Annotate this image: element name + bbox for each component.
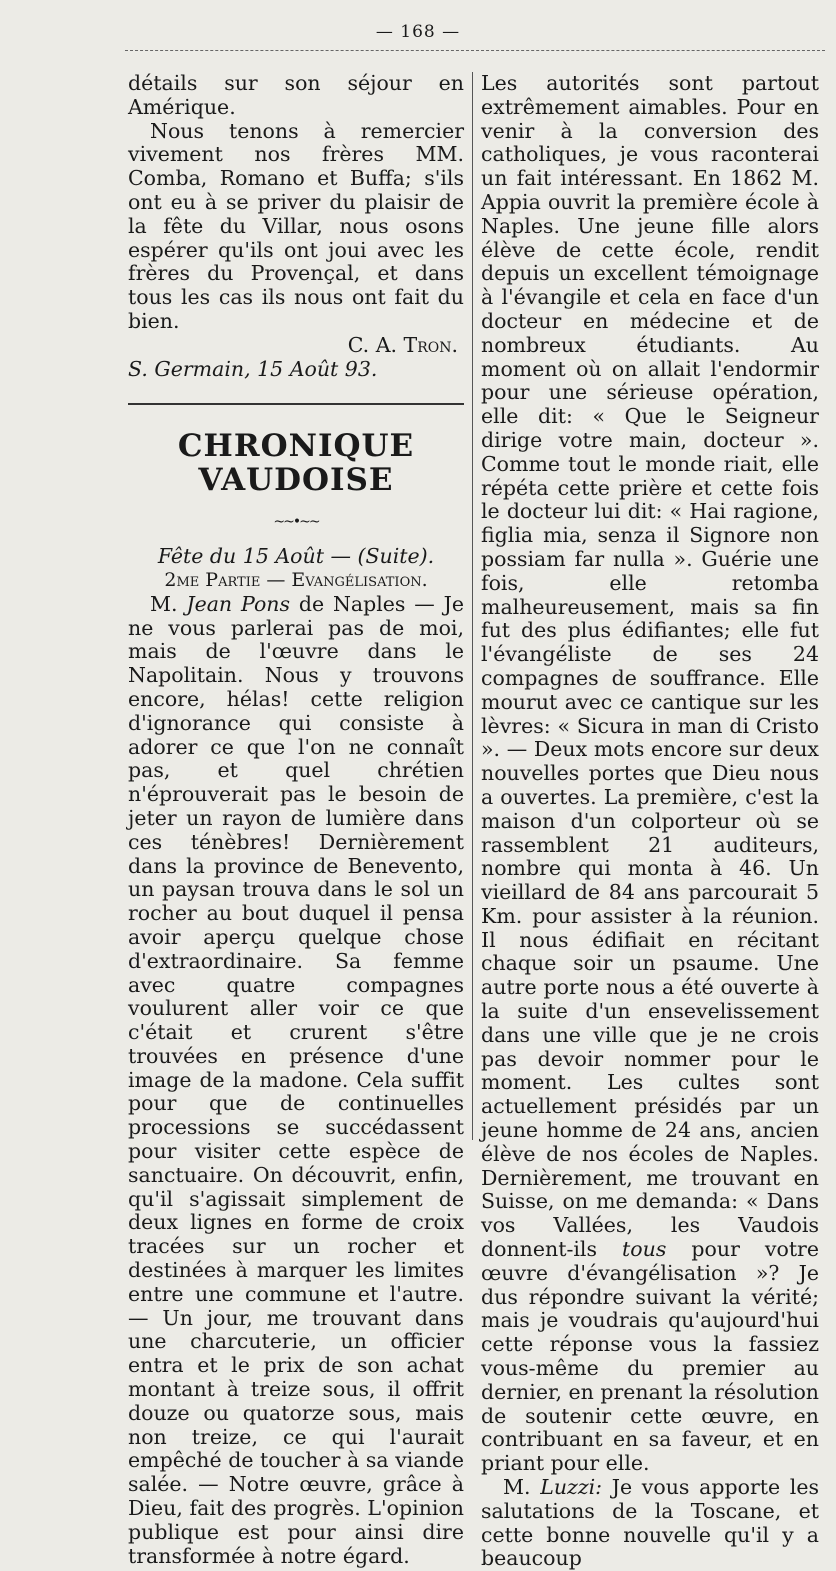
signature-text: C. A. Tron.	[347, 332, 458, 357]
paragraph	[481, 72, 819, 1476]
section-title: CHRONIQUE VAUDOISE	[177, 428, 415, 499]
text: Les autorités sont partout extrêmement aimables. Pour en venir à la conversion des catholiques, je vous raconterai un fait intéressant. En 1862 M. Appia ouvrit la première école à Naples. Une jeune fille alors élève de cette école, rendit depuis un excellent témoignage à l'évangile et cela en face d'un docteur en médecine et de nombreux étudiants. Au moment où on allait l'endormir pour une sérieuse opération, elle dit: « Que le Seigneur dirige votre main, docteur ». Comme tout le monde riait, elle répéta cette prière et cette fois le docteur lui dit: « Hai ragione, figlia mia, senza il Signore non possiam far nulla ». Guérie une fois, elle retomba malheureusement, mais sa fin fut des plus édifiantes; elle fut l'évangéliste de ses 24 compagnes de souffrance. Elle mourut avec ce cantique sur les lèvres: « Sicura in man di Cristo ». — Deux mots encore sur deux nouvelles portes que Dieu nous a ouvertes. La première, c'est la maison d'un colporteur où se rassemblent 21 auditeurs, nombre qui monta à 46. Un vieillard de 84 ans parcourait 5 Km. pour assister à la réunion. Il nous édifiait en récitant chaque soir un psaume. Une autre porte nous a été ouverte à la suite d'un ensevelissement dans une ville que je ne crois pas devoir nommer pour le moment. Les cultes sont actuellement présidés par un jeune homme de 24 ans, ancien élève de nos écoles de Naples. Dernièrement, me trouvant en Suisse, on me demanda: « Dans vos Vallées, les Vaudois donnent-ils	[481, 71, 819, 1262]
emphasis: tous	[622, 1237, 667, 1262]
subheading: Fête du 15 Août — (Suite).	[157, 544, 435, 569]
right-column	[481, 72, 819, 1571]
signature	[128, 334, 464, 358]
section-rule	[128, 403, 464, 405]
page-number: — 168 —	[375, 22, 461, 42]
paragraph	[128, 593, 464, 1569]
paragraph	[481, 1476, 819, 1571]
text: pour votre œuvre d'évangélisation »? Je dus répondre suivant la vérité; mais je voudrais qu'aujourd'hui cette réponse vous la fassiez vous-même du premier au dernier, en prenant la résolution de soutenir cette œuvre, en contribuant en sa faveur, et en priant pour elle.	[481, 1237, 819, 1476]
part-heading-text: 2me Partie — Evangélisation.	[164, 568, 428, 591]
ornament: ~~•~~	[273, 514, 319, 531]
left-column	[128, 72, 464, 1568]
text: Je vous apporte les salutations de la Toscane, et cette bonne nouvelle qu'il y a beaucoup	[481, 1475, 820, 1571]
text: M.	[503, 1475, 541, 1500]
text: M.	[150, 591, 187, 616]
header-rule	[125, 50, 825, 51]
part-heading	[128, 569, 464, 593]
paragraph: détails sur son séjour en Amérique.	[128, 71, 464, 119]
text: de Naples — Je ne vous parlerai pas de moi, mais de l'œuvre dans le Napolitain. Nous y trouvons encore, hélas! cette religion d'ignorance qui consiste à adorer ce que l'on ne connaît pas, et quel chrétien n'éprouverait pas le besoin de jeter un rayon de lumière dans ces ténèbres! Dernièrement dans la province de Benevento, un paysan trouva dans le sol un rocher au bout duquel il pensa avoir aperçu quelque chose d'extraordinaire. Sa femme avec quatre compagnes voulurent aller voir ce que c'était et crurent s'être trouvées en présence d'une image de la madone. Cela suffit pour que de continuelles processions se succédassent pour visiter cette espèce de sanctuaire. On découvrit, enfin, qu'il s'agissait simplement de deux lignes en forme de croix tracées sur un rocher et destinées à marquer les limites entre une commune et l'autre. — Un jour, me trouvant dans une charcuterie, un officier entra et le prix de son achat montant à treize sous, il offrit douze ou quatorze sous, mais non treize, ce qui l'aurait empêché de toucher à sa viande salée. — Notre œuvre, grâce à Dieu, fait des progrès. L'opinion publique est pour ainsi dire transformée à notre égard.	[128, 591, 464, 1568]
speaker-name: Jean Pons	[186, 591, 291, 616]
dateline: S. Germain, 15 Août 93.	[128, 356, 378, 381]
paragraph: Nous tenons à remercier vivement nos frères MM. Comba, Romano et Buffa; s'ils ont eu à se priver du plaisir de la fête du Villar, nous osons espérer qu'ils ont joui avec les frères du Provençal, et dans tous les cas ils nous ont fait du bien.	[128, 118, 464, 333]
column-divider	[472, 72, 473, 1140]
speaker-name: Luzzi:	[540, 1475, 603, 1500]
